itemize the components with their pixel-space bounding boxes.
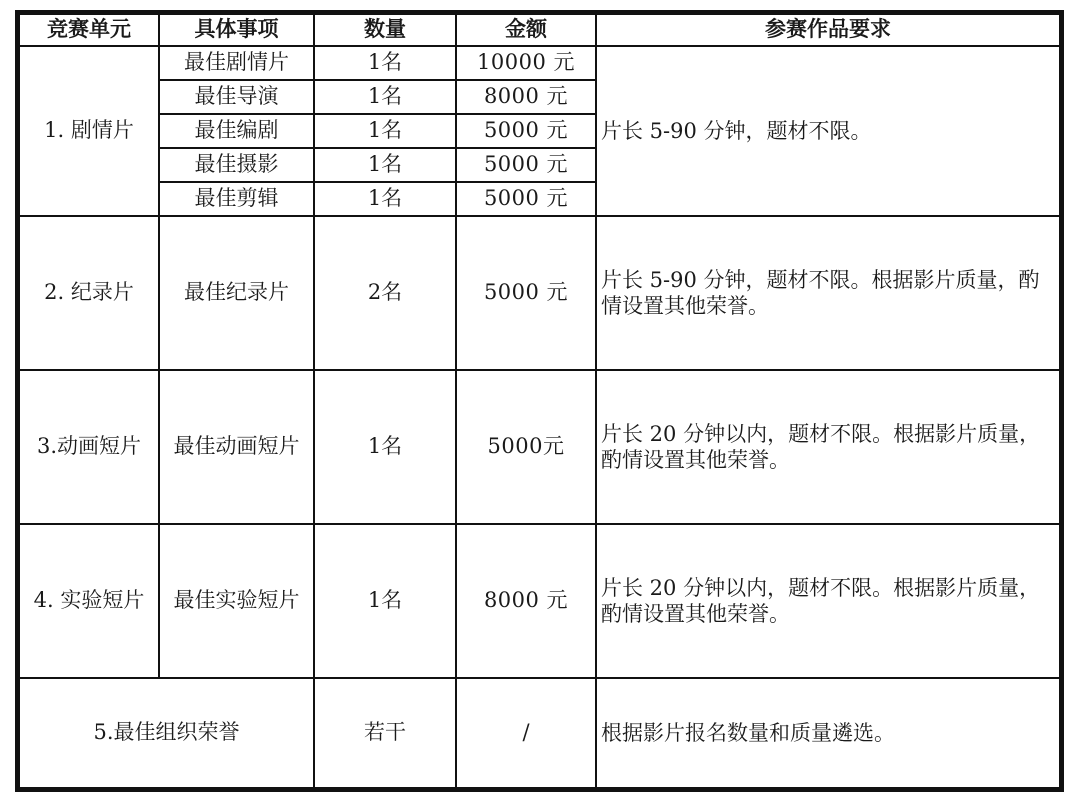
header-requirement: 参赛作品要求 <box>596 14 1060 46</box>
amount-cell: / <box>456 678 596 788</box>
table-row-organization <box>19 678 1060 788</box>
header-row <box>19 14 1060 46</box>
unit-animation: 3.动画短片 <box>19 370 159 524</box>
count-cell: 1名 <box>314 182 456 216</box>
item-cell: 最佳剧情片 <box>159 46 314 80</box>
count-cell: 1名 <box>314 114 456 148</box>
unit-organization: 5.最佳组织荣誉 <box>19 678 314 788</box>
count-cell: 2名 <box>314 216 456 370</box>
count-cell: 若干 <box>314 678 456 788</box>
unit-documentary: 2. 纪录片 <box>19 216 159 370</box>
amount-cell: 8000 元 <box>456 524 596 678</box>
amount-cell: 5000 元 <box>456 216 596 370</box>
item-cell: 最佳剪辑 <box>159 182 314 216</box>
item-cell: 最佳摄影 <box>159 148 314 182</box>
amount-cell: 5000 元 <box>456 148 596 182</box>
amount-cell: 5000 元 <box>456 182 596 216</box>
table-row-drama-1 <box>19 46 1060 80</box>
table-row-animation <box>19 370 1060 524</box>
count-cell: 1名 <box>314 148 456 182</box>
requirement-documentary: 片长 5-90 分钟，题材不限。根据影片质量，酌情设置其他荣誉。 <box>596 216 1060 370</box>
awards-table-sheet <box>15 10 1064 792</box>
table-row-experimental <box>19 524 1060 678</box>
requirement-experimental: 片长 20 分钟以内，题材不限。根据影片质量，酌情设置其他荣誉。 <box>596 524 1060 678</box>
item-cell: 最佳导演 <box>159 80 314 114</box>
item-cell: 最佳纪录片 <box>159 216 314 370</box>
unit-experimental: 4. 实验短片 <box>19 524 159 678</box>
header-amount: 金额 <box>456 14 596 46</box>
count-cell: 1名 <box>314 524 456 678</box>
amount-cell: 5000元 <box>456 370 596 524</box>
amount-cell: 8000 元 <box>456 80 596 114</box>
awards-table <box>18 13 1061 789</box>
table-row-documentary <box>19 216 1060 370</box>
requirement-organization: 根据影片报名数量和质量遴选。 <box>596 678 1060 788</box>
item-cell: 最佳动画短片 <box>159 370 314 524</box>
amount-cell: 5000 元 <box>456 114 596 148</box>
header-unit: 竞赛单元 <box>19 14 159 46</box>
requirement-drama: 片长 5-90 分钟，题材不限。 <box>596 46 1060 216</box>
requirement-animation: 片长 20 分钟以内，题材不限。根据影片质量，酌情设置其他荣誉。 <box>596 370 1060 524</box>
count-cell: 1名 <box>314 80 456 114</box>
unit-drama: 1. 剧情片 <box>19 46 159 216</box>
count-cell: 1名 <box>314 46 456 80</box>
count-cell: 1名 <box>314 370 456 524</box>
item-cell: 最佳实验短片 <box>159 524 314 678</box>
header-item: 具体事项 <box>159 14 314 46</box>
header-count: 数量 <box>314 14 456 46</box>
amount-cell: 10000 元 <box>456 46 596 80</box>
item-cell: 最佳编剧 <box>159 114 314 148</box>
